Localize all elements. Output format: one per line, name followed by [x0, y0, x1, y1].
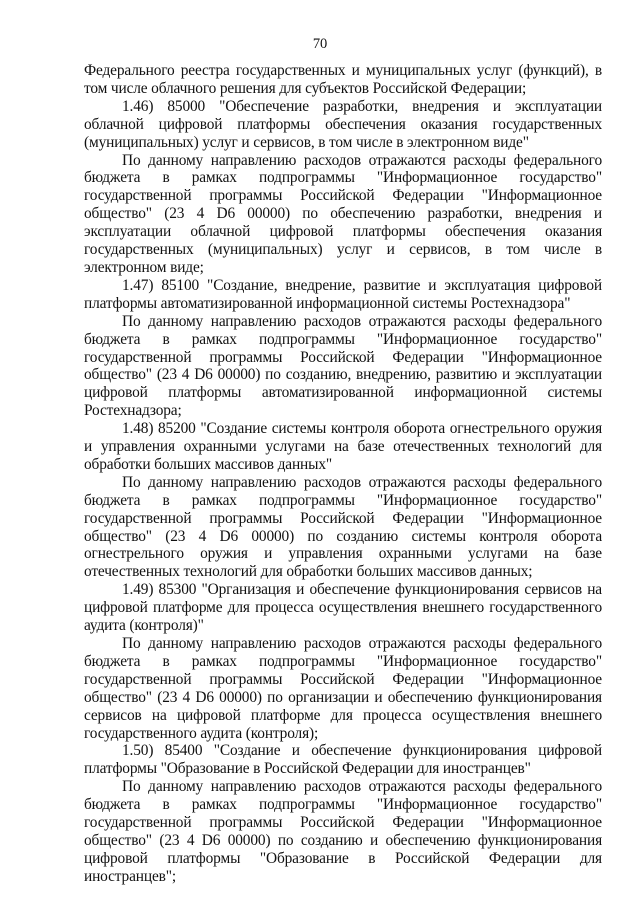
paragraph: По данному направлению расходов отражаются расходы федерального бюджета в рамках подпрограммы "Информационное государство" государственной программы Российской Федерации "Информационное общество" (23 4 D6 00000) по созданию, внедрению, развитию и эксплуатации цифровой платформы автоматизированной информационной системы Ростехнадзора; — [84, 312, 602, 420]
page-number: 70 — [312, 36, 328, 52]
paragraph: 1.47) 85100 "Создание, внедрение, развитие и эксплуатация цифровой платформы автоматизированной информационной системы Ростехнадзора" — [84, 276, 602, 312]
paragraph: 1.46) 85000 "Обеспечение разработки, внедрения и эксплуатации облачной цифровой платформы обеспечения оказания государственных (муниципальных) услуг и сервисов, в том числе в электронном виде" — [84, 97, 602, 151]
paragraph: По данному направлению расходов отражаются расходы федерального бюджета в рамках подпрограммы "Информационное государство" государственной программы Российской Федерации "Информационное общество" (23 4 D6 00000) по созданию системы контроля оборота огнестрельного оружия и управления охранными услугами на базе отечественных технологий для обработки больших массивов данных; — [84, 473, 602, 581]
paragraph: 1.50) 85400 "Создание и обеспечение функционирования цифровой платформы "Образование в Российской Федерации для иностранцев" — [84, 742, 602, 778]
paragraph: По данному направлению расходов отражаются расходы федерального бюджета в рамках подпрограммы "Информационное государство" государственной программы Российской Федерации "Информационное общество" (23 4 D6 00000) по обеспечению разработки, внедрения и эксплуатации облачной цифровой платформы обеспечения оказания государственных (муниципальных) услуг и сервисов, в том числе в электронном виде; — [84, 151, 602, 276]
paragraph: По данному направлению расходов отражаются расходы федерального бюджета в рамках подпрограммы "Информационное государство" государственной программы Российской Федерации "Информационное общество" (23 4 D6 00000) по созданию и обеспечению функционирования цифровой платформы "Образование в Российской Федерации для иностранцев"; — [84, 778, 602, 885]
paragraph: 1.49) 85300 "Организация и обеспечение функционирования сервисов на цифровой платформе для процесса осуществления внешнего государственного аудита (контроля)" — [84, 581, 602, 635]
paragraph: Федерального реестра государственных и муниципальных услуг (функций), в том числе облачного решения для субъектов Российской Федерации; — [84, 62, 602, 97]
body-text — [84, 62, 602, 886]
paragraph: 1.48) 85200 "Создание системы контроля оборота огнестрельного оружия и управления охранными услугами на базе отечественных технологий для обработки больших массивов данных" — [84, 420, 602, 473]
paragraph: По данному направлению расходов отражаются расходы федерального бюджета в рамках подпрограммы "Информационное государство" государственной программы Российской Федерации "Информационное общество" (23 4 D6 00000) по организации и обеспечению функционирования сервисов на цифровой платформе для процесса осуществления внешнего государственного аудита (контроля); — [84, 635, 602, 742]
